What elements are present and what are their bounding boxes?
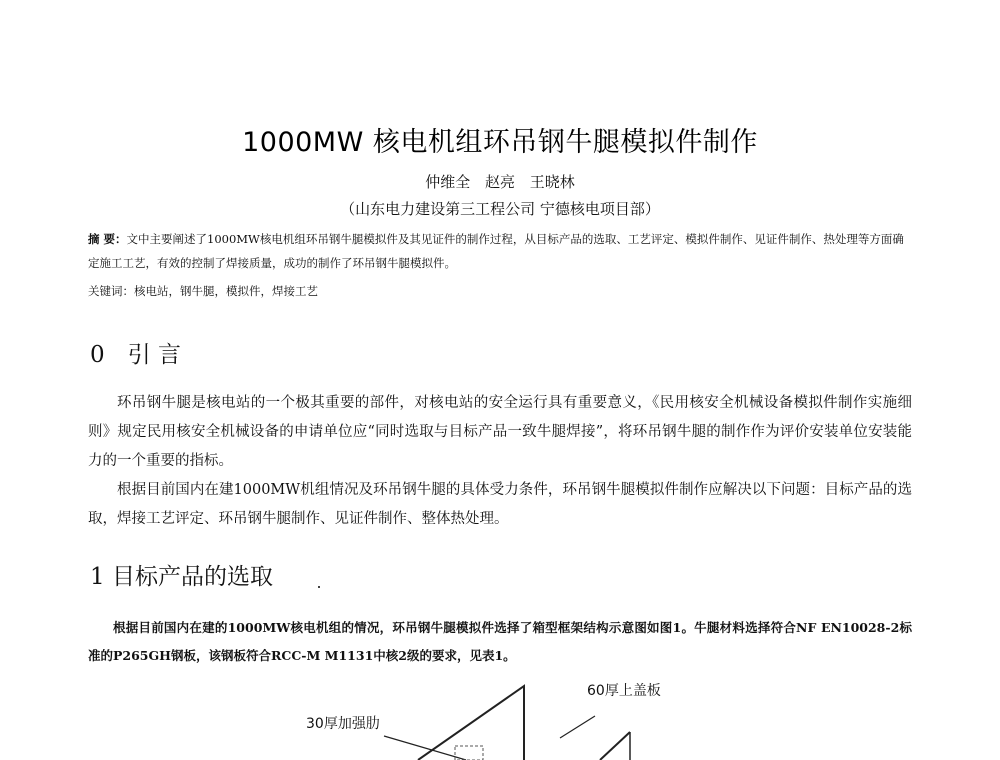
- authors: 仲维全 赵亮 王晓林: [425, 173, 575, 191]
- figure-label-top-plate: 60厚上盖板: [587, 683, 661, 699]
- affiliation: （山东电力建设第三工程公司 宁德核电项目部）: [340, 200, 660, 218]
- keywords-label: 关键词：: [88, 284, 134, 298]
- keywords-text: 核电站，钢牛腿，模拟件，焊接工艺: [134, 284, 318, 298]
- figure-label-rib: 30厚加强肋: [306, 716, 380, 732]
- section-1-heading: 1 目标产品的选取: [90, 564, 273, 590]
- section-0-paragraph-2: 根据目前国内在建1000MW机组情况及环吊钢牛腿的具体受力条件，环吊钢牛腿模拟件制作应解决以下问题：目标产品的选取，焊接工艺评定、环吊钢牛腿制作、见证件制作、整体热处理。: [88, 482, 912, 527]
- paper-title: 1000MW 核电机组环吊钢牛腿模拟件制作: [242, 127, 758, 158]
- figure-frame-line: [418, 686, 524, 760]
- figure-rib-leader: [384, 736, 466, 760]
- figure-top-plate-leader: [560, 716, 595, 738]
- keywords: [88, 283, 910, 299]
- scan-dot: [318, 586, 320, 588]
- abstract-label: 摘 要：: [88, 232, 127, 246]
- section-0-paragraph-1: 环吊钢牛腿是核电站的一个极其重要的部件，对核电站的安全运行具有重要意义，《民用核安全机械设备模拟件制作实施细则》规定民用核安全机械设备的申请单位应“同时选取与目标产品一致牛腿焊接”，将环吊钢牛腿的制作作为评价安装单位安装能力的一个重要的指标。: [88, 395, 912, 469]
- abstract-text: 文中主要阐述了1000MW核电机组环吊钢牛腿模拟件及其见证件的制作过程，从目标产品的选取、工艺评定、模拟件制作、见证件制作、热处理等方面确定施工工艺，有效的控制了焊接质量，成功的制作了环吊钢牛腿模拟件。: [88, 232, 904, 270]
- abstract: [88, 227, 910, 275]
- section-1-paragraph-1: 根据目前国内在建的1000MW核电机组的情况，环吊钢牛腿模拟件选择了箱型框架结构示意图如图1。牛腿材料选择符合NF EN10028-2标准的P265GH钢板，该钢板符合RCC-M M1131中核2级的要求，见表1。: [88, 620, 912, 663]
- section-0-heading: 0 引 言: [90, 342, 181, 368]
- figure-plate-edge: [600, 732, 630, 760]
